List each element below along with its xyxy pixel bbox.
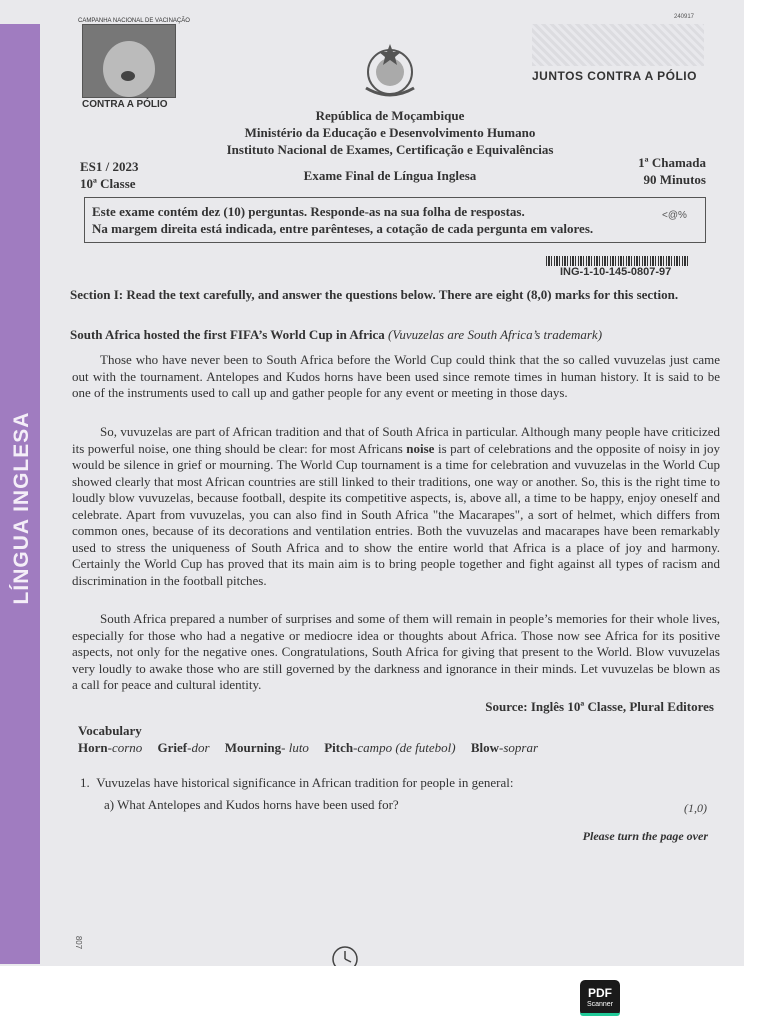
vocab-meaning: - luto bbox=[281, 740, 309, 755]
question-1a-mark: (1,0) bbox=[684, 801, 707, 815]
handwritten-note: <@% bbox=[662, 210, 687, 221]
header-ministry: Ministério da Educação e Desenvolvimento Humano bbox=[244, 125, 536, 140]
exam-duration: 90 Minutos bbox=[643, 172, 706, 187]
polio-logo-arc-text: CAMPANHA NACIONAL DE VACINAÇÃO bbox=[78, 18, 190, 24]
text-title-main: South Africa hosted the first FIFA’s World Cup in Africa bbox=[70, 327, 385, 342]
paragraph-2-start: So, vuvuzelas are part of African tradition and that of South Africa in particular. Although many people have criticized its powerful noise, one thing should be clear: for most Africans bbox=[72, 424, 720, 456]
paragraph-2-end: is part of celebrations and the opposite of noisy in joy would be silence in grief or mourning. The World Cup tournament is a time for celebration and vuvuzelas in the World Cup showed clearly that most African countries are still linked to their traditions, one way or another. So, this is the right time to loudly blow vuvuzelas, because football, despite its competitive aspects, is, above all, a time to be happy, enjoy oneself and celebrate. Apart from vuvuzelas, you can also find in South Africa "the Macarapes", a sort of helmet, which differs from common ones, because of its decorations and ventilation entries. Both the vuvuzelas and macarapes have been remarkably used to stress the uniqueness of South Africa and to show the entire world that Africa is a place of joy and harmony. Certainly the World Cup has proved that its main aim is to bring people together and fight against all types of racism and discrimination in the football pitches. bbox=[72, 440, 720, 588]
paragraph-3: South Africa prepared a number of surprises and some of them will remain in people’s memories for their whole lives, especially for those who had a negative or mediocre idea or thoughts about Africa. Those now see Africa for its positive aspects, not only for the negative ones. Congratulations, South Africa for giving that present to the World. Blow vuvuzelas very loudly to awake those who are still governed by the darkness and ignorance in their minds. Let vuvuzelas be blown as a call for peace and cultural identity. bbox=[72, 611, 720, 692]
header-institute: Instituto Nacional de Exames, Certificação e Equivalências bbox=[226, 142, 554, 157]
text-source: Source: Inglês 10ª Classe, Plural Editores bbox=[485, 699, 714, 714]
header-republic: República de Moçambique bbox=[315, 108, 465, 123]
text-title bbox=[70, 327, 730, 343]
pdf-scanner-badge-title: PDF bbox=[588, 986, 612, 1000]
exam-call: 1ª Chamada bbox=[638, 155, 706, 170]
exam-title: Exame Final de Língua Inglesa bbox=[303, 168, 477, 183]
security-pattern bbox=[532, 24, 704, 66]
vocab-meaning: -dor bbox=[187, 740, 210, 755]
campaign-slogan: JUNTOS CONTRA A PÓLIO bbox=[532, 69, 697, 83]
vocab-term: Mourning bbox=[224, 740, 282, 755]
section-heading: Section I: Read the text carefully, and answer the questions below. There are eight (8,0) marks for this section. bbox=[70, 287, 679, 302]
paragraph-2 bbox=[72, 424, 720, 589]
barcode-text: ING-1-10-145-0807-97 bbox=[560, 266, 672, 278]
vocab-term: Pitch bbox=[324, 740, 354, 755]
polio-logo-image bbox=[82, 24, 176, 98]
vocabulary-heading: Vocabulary bbox=[78, 723, 142, 738]
vocabulary-list bbox=[78, 740, 538, 756]
national-emblem-icon bbox=[356, 40, 424, 100]
paragraph-2-bold: noise bbox=[406, 440, 435, 456]
question-1 bbox=[80, 775, 513, 791]
question-1-number: 1. bbox=[80, 775, 90, 790]
vocab-meaning: -soprar bbox=[499, 740, 539, 755]
instructions-line-1: Este exame contém dez (10) perguntas. Responde-as na sua folha de respostas. bbox=[92, 204, 525, 219]
barcode bbox=[546, 256, 690, 266]
vocab-meaning: -corno bbox=[107, 740, 143, 755]
vocab-term: Horn bbox=[78, 740, 108, 755]
vocab-term: Grief bbox=[157, 740, 188, 755]
top-code: 240917 bbox=[674, 14, 695, 20]
exam-code: ES1 / 2023 bbox=[80, 159, 139, 174]
paragraph-1: Those who have never been to South Africa before the World Cup could think that the so called vuvuzelas just came out with the tournament. Antelopes and Kudos horns have been used since remote times in human history. It is said to be one of the instruments used to call up and gather people for any event or meeting in those days. bbox=[72, 352, 720, 400]
vocab-meaning: -campo (de futebol) bbox=[353, 740, 456, 755]
vocab-term: Blow bbox=[470, 740, 500, 755]
instructions-line-2: Na margem direita está indicada, entre parênteses, a cotação de cada pergunta em valores. bbox=[92, 221, 594, 236]
question-1-text: Vuvuzelas have historical significance in African tradition for people in general: bbox=[96, 775, 514, 790]
polio-logo-caption: CONTRA A PÓLIO bbox=[82, 99, 168, 110]
clock-icon bbox=[330, 944, 360, 966]
question-1a: a) What Antelopes and Kudos horns have been used for? bbox=[104, 797, 399, 812]
turn-page-note: Please turn the page over bbox=[582, 829, 708, 843]
text-title-subtitle: (Vuvuzelas are South Africa’s trademark) bbox=[388, 327, 603, 342]
exam-class: 10ª Classe bbox=[80, 176, 136, 191]
pdf-scanner-badge[interactable] bbox=[580, 980, 620, 1016]
pdf-scanner-badge-subtitle: Scanner bbox=[586, 1001, 614, 1008]
page-number: 807 bbox=[74, 935, 84, 950]
side-label: LÍNGUA INGLESA bbox=[10, 411, 33, 605]
